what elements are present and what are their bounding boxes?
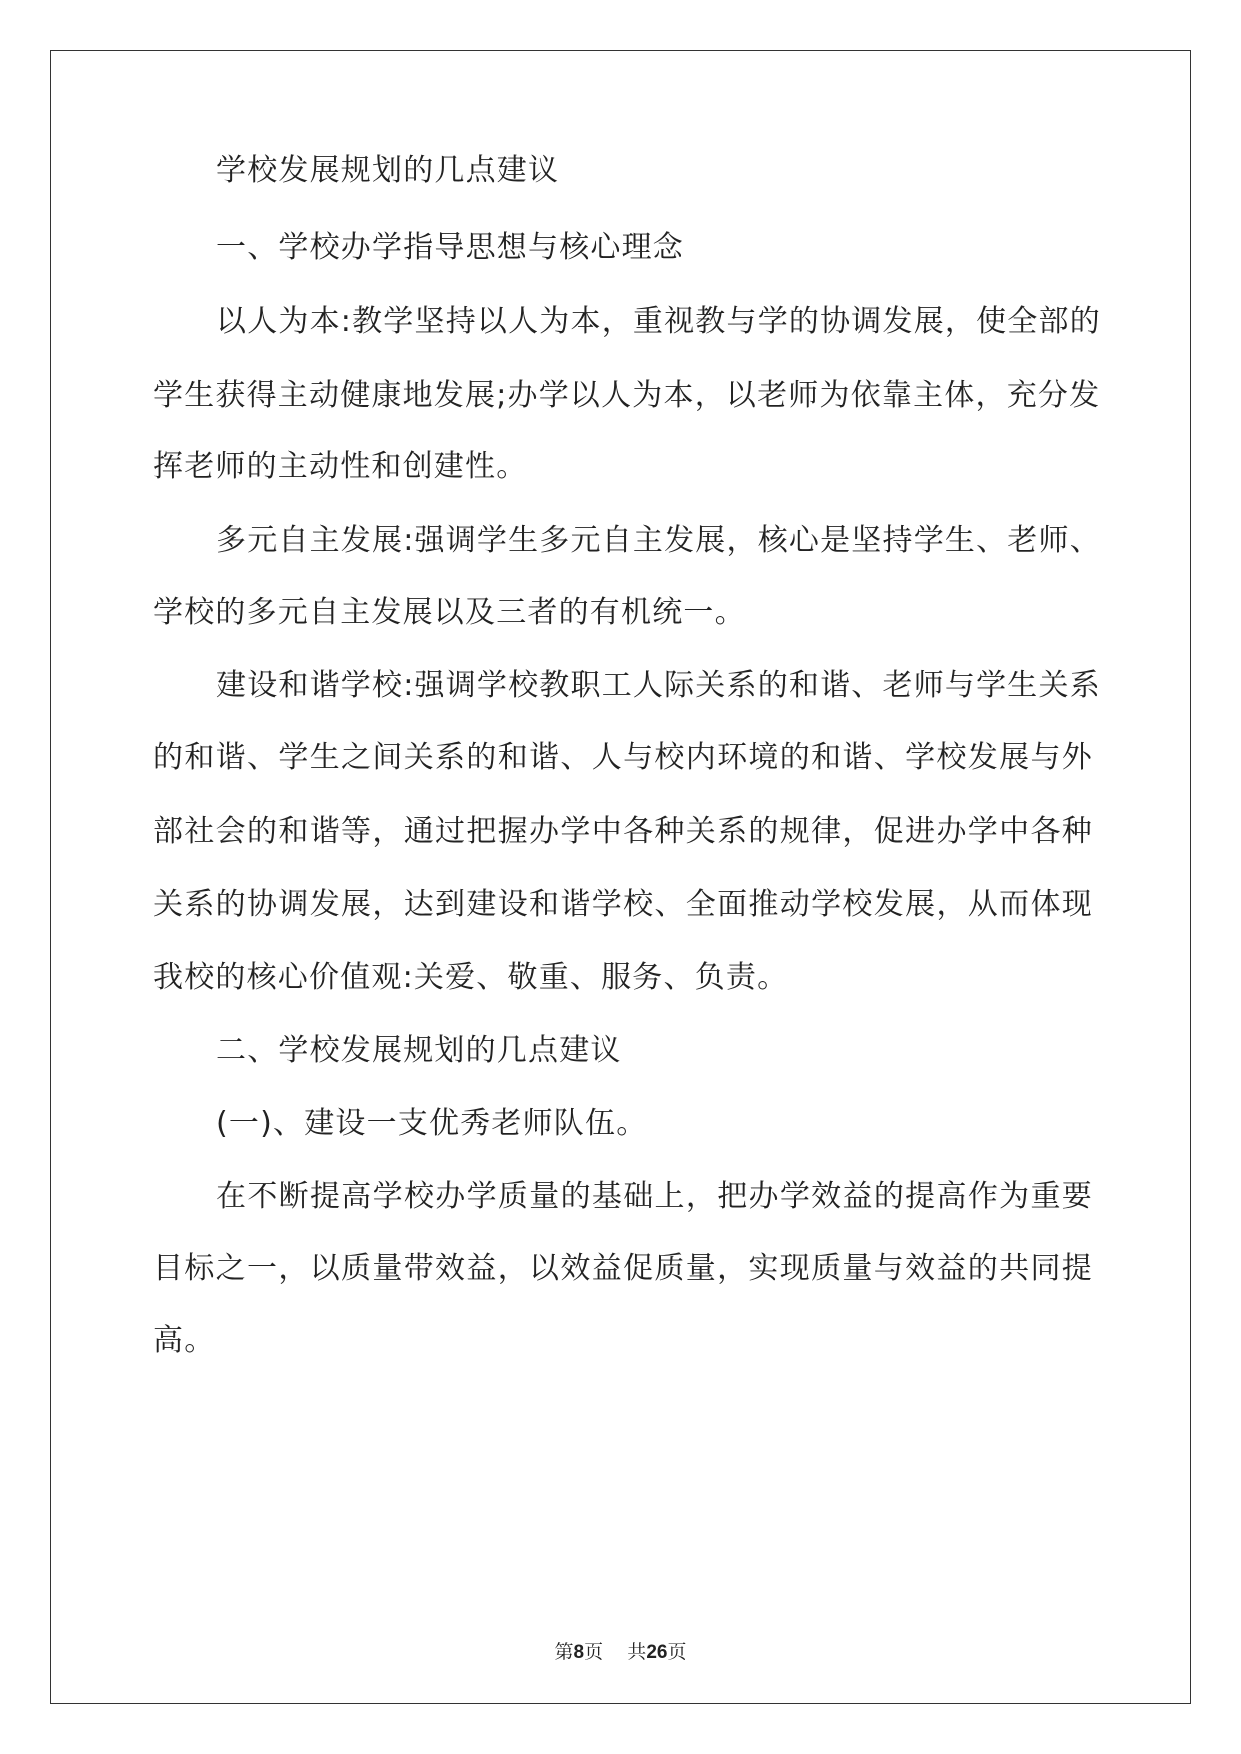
total-suffix: 页 — [667, 1641, 687, 1663]
paragraph-line: 建设和谐学校:强调学校教职工人际关系的和谐、老师与学生关系 — [216, 668, 1101, 703]
total-prefix: 共 — [627, 1641, 647, 1663]
paragraph-line: 的和谐、学生之间关系的和谐、人与校内环境的和谐、学校发展与外 — [153, 740, 1093, 775]
section-heading-1: 一、学校办学指导思想与核心理念 — [216, 230, 684, 265]
section-heading-2: 二、学校发展规划的几点建议 — [216, 1033, 622, 1068]
page-suffix: 页 — [584, 1641, 604, 1663]
paragraph-line: 高。 — [153, 1323, 216, 1358]
page-border — [50, 50, 1191, 1704]
paragraph-line: 挥老师的主动性和创建性。 — [153, 449, 528, 484]
paragraph-line: 多元自主发展:强调学生多元自主发展，核心是坚持学生、老师、 — [216, 523, 1101, 558]
paragraph-line: 我校的核心价值观:关爱、敬重、服务、负责。 — [153, 960, 789, 995]
paragraph-line: 学校的多元自主发展以及三者的有机统一。 — [153, 595, 746, 630]
paragraph-line: 学生获得主动健康地发展;办学以人为本，以老师为依靠主体，充分发 — [153, 378, 1101, 413]
paragraph-line: 以人为本:教学坚持以人为本，重视教与学的协调发展，使全部的 — [216, 304, 1101, 339]
paragraph-line: 部社会的和谐等，通过把握办学中各种关系的规律，促进办学中各种 — [153, 814, 1093, 849]
page-number: 8 — [573, 1642, 585, 1663]
subsection-heading-1: (一)、建设一支优秀老师队伍。 — [216, 1106, 648, 1141]
paragraph-line: 在不断提高学校办学质量的基础上，把办学效益的提高作为重要 — [216, 1179, 1093, 1214]
paragraph-line: 目标之一，以质量带效益，以效益促质量，实现质量与效益的共同提 — [153, 1251, 1093, 1286]
page-footer — [0, 1637, 1241, 1664]
paragraph-line: 关系的协调发展，达到建设和谐学校、全面推动学校发展，从而体现 — [153, 887, 1093, 922]
total-pages: 26 — [646, 1642, 668, 1663]
document-title: 学校发展规划的几点建议 — [216, 153, 560, 188]
page-prefix: 第 — [554, 1641, 574, 1663]
